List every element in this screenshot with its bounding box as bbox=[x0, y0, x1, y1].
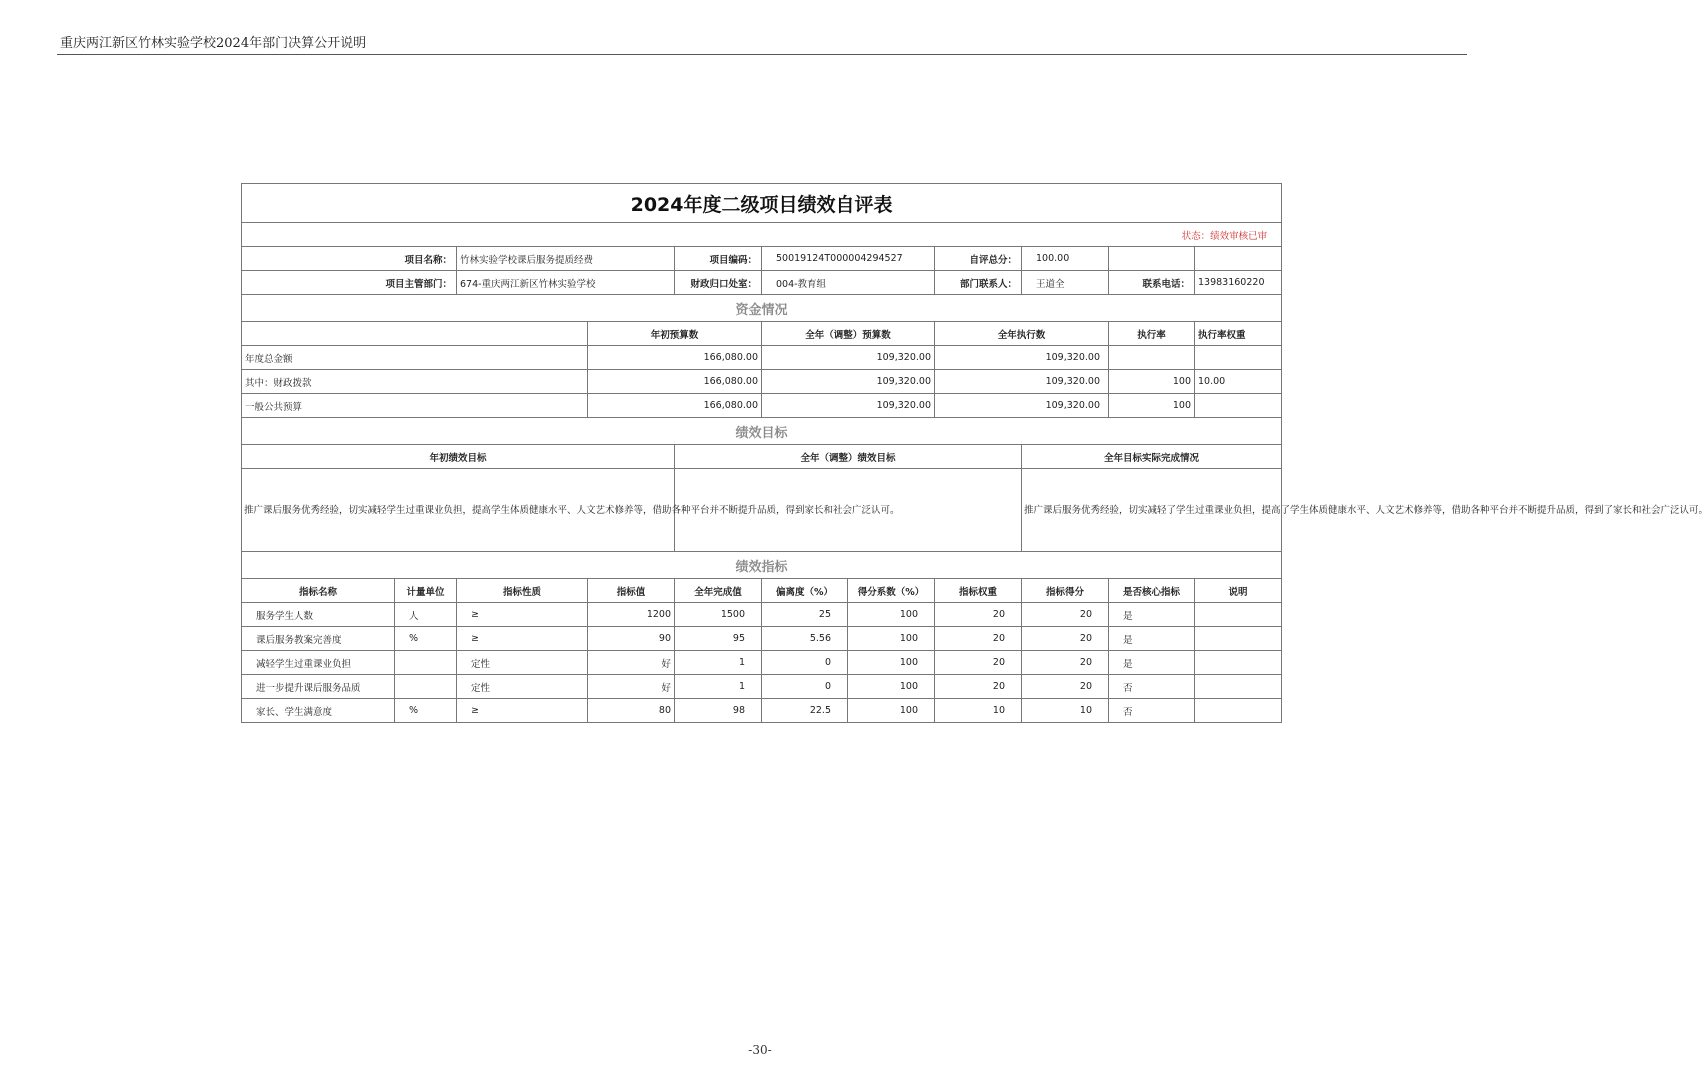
column-header: 全年（调整）预算数 bbox=[762, 322, 935, 346]
indicator-target: 好 bbox=[588, 675, 675, 699]
indicator-coefficient: 100 bbox=[848, 603, 935, 627]
column-header: 说明 bbox=[1195, 579, 1282, 603]
column-header: 全年执行数 bbox=[935, 322, 1109, 346]
indicator-unit bbox=[395, 675, 457, 699]
table-title: 2024年度二级项目绩效自评表 bbox=[242, 184, 1282, 223]
column-header: 指标权重 bbox=[935, 579, 1022, 603]
indicator-deviation: 5.56 bbox=[762, 627, 848, 651]
indicator-name: 进一步提升课后服务品质 bbox=[242, 675, 395, 699]
indicator-score: 20 bbox=[1022, 675, 1109, 699]
column-header: 计量单位 bbox=[395, 579, 457, 603]
performance-evaluation-table bbox=[241, 183, 1708, 723]
column-header: 执行率 bbox=[1109, 322, 1195, 346]
indicator-actual: 1 bbox=[675, 651, 762, 675]
indicator-name: 课后服务教案完善度 bbox=[242, 627, 395, 651]
column-header: 指标值 bbox=[588, 579, 675, 603]
funds-rate: 100 bbox=[1109, 394, 1195, 418]
column-header: 执行率权重 bbox=[1195, 322, 1282, 346]
finance-label: 财政归口处室： bbox=[675, 271, 762, 295]
finance-value: 004-教育组 bbox=[762, 271, 935, 295]
indicator-weight: 20 bbox=[935, 675, 1022, 699]
indicator-unit: % bbox=[395, 627, 457, 651]
indicator-score: 20 bbox=[1022, 603, 1109, 627]
funds-initial: 166,080.00 bbox=[588, 370, 762, 394]
indicators-header-row bbox=[242, 579, 1282, 603]
indicator-nature: ≥ bbox=[457, 627, 588, 651]
funds-weight bbox=[1195, 394, 1282, 418]
indicator-target: 80 bbox=[588, 699, 675, 723]
indicator-note bbox=[1195, 651, 1282, 675]
funds-executed: 109,320.00 bbox=[935, 370, 1109, 394]
indicator-target: 90 bbox=[588, 627, 675, 651]
dept-label: 项目主管部门： bbox=[242, 271, 457, 295]
indicator-note bbox=[1195, 699, 1282, 723]
indicator-name: 减轻学生过重课业负担 bbox=[242, 651, 395, 675]
column-header: 全年目标实际完成情况 bbox=[1022, 445, 1282, 469]
column-header: 是否核心指标 bbox=[1109, 579, 1195, 603]
indicator-deviation: 25 bbox=[762, 603, 848, 627]
phone-value: 13983160220 bbox=[1195, 271, 1282, 295]
indicator-score: 20 bbox=[1022, 627, 1109, 651]
project-name-label: 项目名称： bbox=[242, 247, 457, 271]
initial-goal-text: 推广课后服务优秀经验，切实减轻学生过重课业负担，提高学生体质健康水平、人文艺术修养等，借助各种平台并不断提升品质，得到家长和社会广泛认可。 bbox=[242, 469, 675, 552]
indicator-deviation: 22.5 bbox=[762, 699, 848, 723]
indicator-actual: 1 bbox=[675, 675, 762, 699]
funds-section-title: 资金情况 bbox=[242, 295, 1282, 322]
indicator-coefficient: 100 bbox=[848, 675, 935, 699]
indicator-name: 家长、学生满意度 bbox=[242, 699, 395, 723]
column-header: 指标得分 bbox=[1022, 579, 1109, 603]
indicator-core: 否 bbox=[1109, 675, 1195, 699]
actual-completion-text: 推广课后服务优秀经验，切实减轻了学生过重课业负担，提高了学生体质健康水平、人文艺术修养等，借助各种平台并不断提升品质，得到了家长和社会广泛认可。 bbox=[1022, 469, 1282, 552]
column-header: 指标名称 bbox=[242, 579, 395, 603]
indicator-nature: 定性 bbox=[457, 651, 588, 675]
indicator-deviation: 0 bbox=[762, 651, 848, 675]
funds-header-row bbox=[242, 322, 1282, 346]
empty-cell bbox=[1195, 247, 1282, 271]
table-row bbox=[242, 699, 1282, 723]
indicator-deviation: 0 bbox=[762, 675, 848, 699]
table-row bbox=[242, 675, 1282, 699]
score-label: 自评总分： bbox=[935, 247, 1022, 271]
funds-rate bbox=[1109, 346, 1195, 370]
indicator-name: 服务学生人数 bbox=[242, 603, 395, 627]
indicators-section-title: 绩效指标 bbox=[242, 552, 1282, 579]
indicator-note bbox=[1195, 675, 1282, 699]
page-header bbox=[57, 30, 1467, 55]
indicator-nature: ≥ bbox=[457, 603, 588, 627]
indicator-score: 20 bbox=[1022, 651, 1109, 675]
goals-content-row bbox=[242, 469, 1282, 552]
funds-weight bbox=[1195, 346, 1282, 370]
funds-adjusted: 109,320.00 bbox=[762, 370, 935, 394]
status-text: 状态：绩效审核已审 bbox=[242, 223, 1282, 247]
project-name-value: 竹林实验学校课后服务提质经费 bbox=[457, 247, 675, 271]
table-row bbox=[242, 603, 1282, 627]
column-header: 全年完成值 bbox=[675, 579, 762, 603]
indicator-weight: 20 bbox=[935, 603, 1022, 627]
indicator-core: 是 bbox=[1109, 627, 1195, 651]
indicator-actual: 98 bbox=[675, 699, 762, 723]
project-code-value: 50019124T000004294527 bbox=[762, 247, 935, 271]
column-header: 全年（调整）绩效目标 bbox=[675, 445, 1022, 469]
funds-row-name: 一般公共预算 bbox=[242, 394, 588, 418]
funds-row-name: 其中：财政拨款 bbox=[242, 370, 588, 394]
info-row-1 bbox=[242, 247, 1282, 271]
table-row bbox=[242, 370, 1282, 394]
indicator-core: 是 bbox=[1109, 651, 1195, 675]
indicator-weight: 10 bbox=[935, 699, 1022, 723]
funds-row-name: 年度总金额 bbox=[242, 346, 588, 370]
funds-adjusted: 109,320.00 bbox=[762, 346, 935, 370]
table-row bbox=[242, 627, 1282, 651]
table-row bbox=[242, 346, 1282, 370]
indicator-unit: % bbox=[395, 699, 457, 723]
indicator-unit: 人 bbox=[395, 603, 457, 627]
indicator-target: 1200 bbox=[588, 603, 675, 627]
funds-initial: 166,080.00 bbox=[588, 394, 762, 418]
score-value: 100.00 bbox=[1022, 247, 1109, 271]
column-header: 指标性质 bbox=[457, 579, 588, 603]
indicator-coefficient: 100 bbox=[848, 627, 935, 651]
funds-executed: 109,320.00 bbox=[935, 346, 1109, 370]
indicator-target: 好 bbox=[588, 651, 675, 675]
empty-cell bbox=[242, 322, 588, 346]
indicator-unit bbox=[395, 651, 457, 675]
contact-label: 部门联系人： bbox=[935, 271, 1022, 295]
indicator-actual: 95 bbox=[675, 627, 762, 651]
page-number: -30- bbox=[748, 1043, 772, 1057]
dept-value: 674-重庆两江新区竹林实验学校 bbox=[457, 271, 675, 295]
indicator-note bbox=[1195, 627, 1282, 651]
indicator-actual: 1500 bbox=[675, 603, 762, 627]
column-header: 得分系数（%） bbox=[848, 579, 935, 603]
table-row bbox=[242, 651, 1282, 675]
funds-initial: 166,080.00 bbox=[588, 346, 762, 370]
goals-section-title: 绩效目标 bbox=[242, 418, 1282, 445]
column-header: 年初预算数 bbox=[588, 322, 762, 346]
funds-adjusted: 109,320.00 bbox=[762, 394, 935, 418]
funds-executed: 109,320.00 bbox=[935, 394, 1109, 418]
indicator-coefficient: 100 bbox=[848, 699, 935, 723]
indicator-nature: 定性 bbox=[457, 675, 588, 699]
info-row-2 bbox=[242, 271, 1282, 295]
indicator-coefficient: 100 bbox=[848, 651, 935, 675]
indicator-score: 10 bbox=[1022, 699, 1109, 723]
indicator-weight: 20 bbox=[935, 627, 1022, 651]
indicator-weight: 20 bbox=[935, 651, 1022, 675]
page-header-text: 重庆两江新区竹林实验学校2024年部门决算公开说明 bbox=[60, 36, 367, 51]
column-header: 年初绩效目标 bbox=[242, 445, 675, 469]
project-code-label: 项目编码： bbox=[675, 247, 762, 271]
table-row bbox=[242, 394, 1282, 418]
funds-rate: 100 bbox=[1109, 370, 1195, 394]
indicator-nature: ≥ bbox=[457, 699, 588, 723]
indicator-core: 否 bbox=[1109, 699, 1195, 723]
empty-cell bbox=[1109, 247, 1195, 271]
contact-value: 王道全 bbox=[1022, 271, 1109, 295]
indicator-core: 是 bbox=[1109, 603, 1195, 627]
phone-label: 联系电话： bbox=[1109, 271, 1195, 295]
column-header: 偏离度（%） bbox=[762, 579, 848, 603]
funds-weight: 10.00 bbox=[1195, 370, 1282, 394]
indicator-note bbox=[1195, 603, 1282, 627]
goals-header-row bbox=[242, 445, 1282, 469]
